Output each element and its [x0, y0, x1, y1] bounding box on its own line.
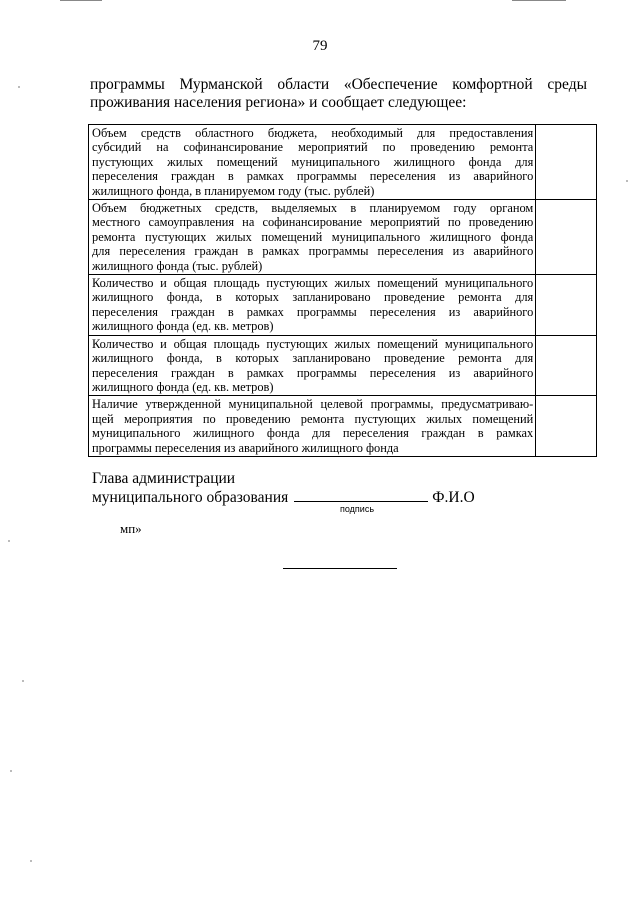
signature-caption: подпись: [340, 504, 375, 514]
criterion-line: местного самоуправления на софинансирование мероприятий по проведению: [92, 215, 534, 230]
scan-speck: [10, 770, 12, 772]
intro-paragraph: [90, 76, 587, 112]
scan-speck: [8, 540, 10, 542]
criterion-description: [89, 335, 536, 396]
criterion-value: [536, 335, 597, 396]
criterion-value: [536, 396, 597, 457]
criterion-line: жилищного фонда (тыс. рублей): [92, 258, 263, 273]
table-row: [89, 275, 597, 336]
criterion-line: программы переселения из аварийного жилищного фонда: [92, 440, 399, 455]
criterion-line: жилищного фонда, в которых запланировано проведение ремонта для: [92, 351, 534, 366]
name-placeholder: Ф.И.О: [432, 489, 475, 506]
stamp-mark: мп»: [120, 521, 142, 536]
criterion-line: муниципального жилищного фонда для переселения граждан в рамках: [92, 426, 534, 441]
scan-speck: [22, 680, 24, 682]
scan-speck: [18, 86, 20, 88]
criterion-line: Количество и общая площадь пустующих жилых помещений муниципального: [92, 336, 534, 351]
table-row: [89, 335, 597, 396]
signature-line: [294, 489, 428, 502]
criterion-line: пустующих жилых помещений муниципального жилищного фонда для: [92, 154, 534, 169]
criterion-value: [536, 275, 597, 336]
criteria-table: [88, 124, 597, 457]
criterion-line: Объем бюджетных средств, выделяемых в планируемом году органом: [92, 201, 534, 216]
scan-edge-line-left: [60, 0, 102, 1]
criterion-line: субсидий на софинансирование мероприятий по проведению ремонта: [92, 140, 534, 155]
criterion-description: [89, 275, 536, 336]
intro-line-1: программы Мурманской области «Обеспечение комфортной среды: [90, 76, 587, 93]
table-row: [89, 200, 597, 275]
table-row: [89, 125, 597, 200]
scan-speck: [626, 180, 628, 182]
end-rule: [283, 568, 397, 569]
criterion-line: Объем средств областного бюджета, необходимый для предоставления: [92, 126, 534, 140]
criterion-line: жилищного фонда (ед. кв. метров): [92, 319, 274, 334]
criterion-description: [89, 125, 536, 200]
signatory-org: муниципального образования: [92, 489, 289, 506]
criterion-value: [536, 200, 597, 275]
criterion-value: [536, 125, 597, 200]
table-row: [89, 396, 597, 457]
criterion-line: жилищного фонда, в которых запланировано проведение ремонта для: [92, 290, 534, 305]
criterion-line: переселения граждан в рамках программы переселения из аварийного: [92, 169, 534, 184]
scan-speck: [30, 860, 32, 862]
criterion-line: переселения граждан в рамках программы переселения из аварийного: [92, 365, 534, 380]
scan-edge-line-right: [512, 0, 566, 1]
criterion-description: [89, 396, 536, 457]
page-number: 79: [312, 38, 328, 54]
criterion-line: Количество и общая площадь пустующих жилых помещений муниципального: [92, 276, 534, 291]
criterion-line: Наличие утвержденной муниципальной целевой программы, предусматриваю-: [92, 397, 534, 412]
signatory-title-line-2: [92, 488, 512, 507]
criterion-line: ремонта пустующих жилых помещений муниципального жилищного фонда: [92, 229, 534, 244]
criterion-line: жилищного фонда, в планируемом году (тыс. рублей): [92, 183, 375, 198]
intro-line-2: проживания населения региона» и сообщает следующее:: [90, 94, 467, 111]
signatory-title-line-1: Глава администрации: [92, 470, 236, 487]
criterion-description: [89, 200, 536, 275]
criterion-line: переселения граждан в рамках программы переселения из аварийного: [92, 304, 534, 319]
criterion-line: для переселения граждан в рамках программы переселения из аварийного: [92, 244, 534, 259]
criterion-line: жилищного фонда (ед. кв. метров): [92, 379, 274, 394]
criterion-line: щей мероприятия по проведению ремонта пустующих жилых помещений: [92, 411, 534, 426]
signature-block: [92, 469, 512, 507]
